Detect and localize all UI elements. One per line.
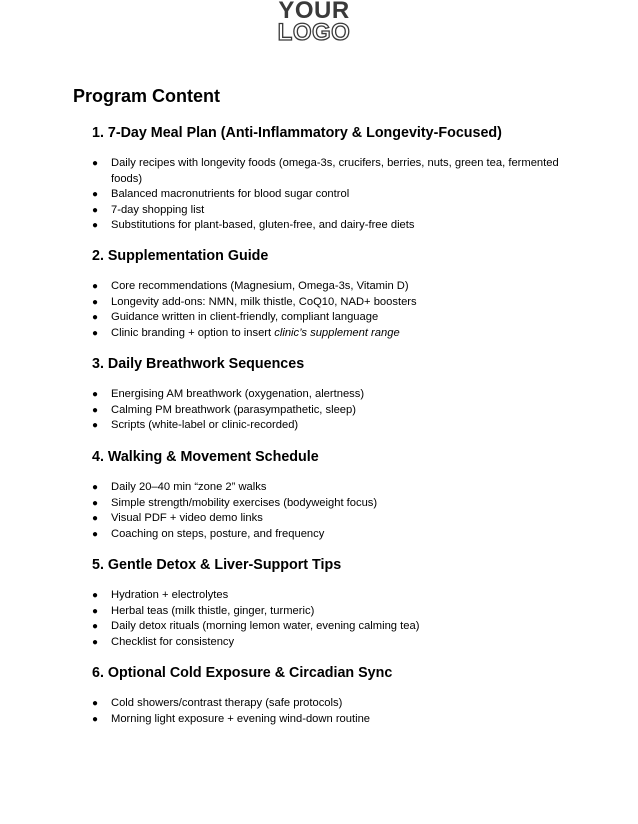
list-item: ● Hydration + electrolytes — [92, 588, 592, 604]
bullet-icon: ● — [92, 713, 99, 725]
bullet-icon: ● — [92, 281, 99, 292]
bullet-icon: ● — [92, 404, 99, 416]
list-item: ● Visual PDF + video demo links — [92, 511, 592, 527]
section-heading: 1. 7-Day Meal Plan (Anti-Inflammatory & Longevity-Focused) — [92, 125, 502, 141]
list-item: ● Calming PM breathwork (parasympathetic, sleep) — [92, 403, 592, 419]
bullet-icon: ● — [92, 482, 99, 493]
list-item: ● Cold showers/contrast therapy (safe protocols) — [92, 696, 592, 712]
bullet-list — [92, 156, 592, 234]
bullet-list — [92, 279, 592, 341]
bullet-icon: ● — [92, 513, 99, 525]
bullet-icon: ● — [92, 389, 99, 400]
bullet-icon: ● — [92, 636, 99, 648]
page-title: Program Content — [73, 86, 221, 106]
bullet-icon: ● — [92, 312, 99, 324]
list-item: ● Scripts (white-label or clinic-recorded) — [92, 418, 592, 434]
section-cold-exposure — [92, 664, 592, 727]
bullet-icon: ● — [92, 621, 99, 633]
section-movement — [92, 448, 592, 542]
section-heading: 6. Optional Cold Exposure & Circadian Sync — [92, 665, 393, 681]
bullet-icon: ● — [92, 296, 99, 308]
list-item: ● Core recommendations (Magnesium, Omega-3s, Vitamin D) — [92, 279, 592, 295]
section-breathwork — [92, 355, 592, 434]
bullet-icon: ● — [92, 189, 99, 201]
bullet-list — [92, 696, 592, 727]
list-item: ● Simple strength/mobility exercises (bodyweight focus) — [92, 496, 592, 512]
list-item: ● Morning light exposure + evening wind-down routine — [92, 712, 592, 728]
bullet-icon: ● — [92, 528, 99, 540]
logo — [273, 0, 355, 46]
section-heading: 4. Walking & Movement Schedule — [92, 449, 319, 465]
bullet-icon: ● — [92, 327, 99, 339]
list-item: ● 7-day shopping list — [92, 203, 592, 219]
bullet-icon: ● — [92, 590, 99, 601]
list-item: ● Clinic branding + option to insert clinic’s supplement range — [92, 326, 592, 342]
bullet-list — [92, 387, 592, 434]
bullet-list — [92, 480, 592, 542]
list-item: ● Guidance written in client-friendly, compliant language — [92, 310, 592, 326]
bullet-icon: ● — [92, 497, 99, 509]
section-heading: 5. Gentle Detox & Liver-Support Tips — [92, 557, 342, 573]
list-item: ● Daily 20–40 min “zone 2” walks — [92, 480, 592, 496]
list-item: ● Longevity add-ons: NMN, milk thistle, CoQ10, NAD+ boosters — [92, 295, 592, 311]
bullet-icon: ● — [92, 158, 99, 169]
list-item: ● Coaching on steps, posture, and frequency — [92, 527, 592, 543]
section-meal-plan — [92, 124, 592, 234]
list-item: ● Substitutions for plant-based, gluten-free, and dairy-free diets — [92, 218, 592, 234]
section-heading: 3. Daily Breathwork Sequences — [92, 356, 305, 372]
list-item: ● Daily detox rituals (morning lemon water, evening calming tea) — [92, 619, 592, 635]
bullet-icon: ● — [92, 204, 99, 216]
section-supplementation — [92, 247, 592, 341]
list-item: ● Daily recipes with longevity foods (omega-3s, crucifers, berries, nuts, green tea, fermented foods) — [92, 157, 559, 185]
bullet-icon: ● — [92, 220, 99, 232]
list-item: ● Herbal teas (milk thistle, ginger, turmeric) — [92, 604, 592, 620]
section-detox — [92, 556, 592, 650]
section-heading: 2. Supplementation Guide — [92, 248, 269, 264]
logo-line-1: YOUR — [278, 0, 350, 24]
bullet-icon: ● — [92, 420, 99, 432]
bullet-icon: ● — [92, 605, 99, 617]
bullet-icon: ● — [92, 698, 99, 709]
logo-line-2: LOGO — [277, 19, 351, 46]
bullet-list — [92, 588, 592, 650]
list-item: ● Energising AM breathwork (oxygenation, alertness) — [92, 387, 592, 403]
italic-text: clinic’s supplement range — [274, 326, 400, 339]
list-item: ● Checklist for consistency — [92, 635, 592, 651]
list-item: ● Balanced macronutrients for blood sugar control — [92, 187, 592, 203]
